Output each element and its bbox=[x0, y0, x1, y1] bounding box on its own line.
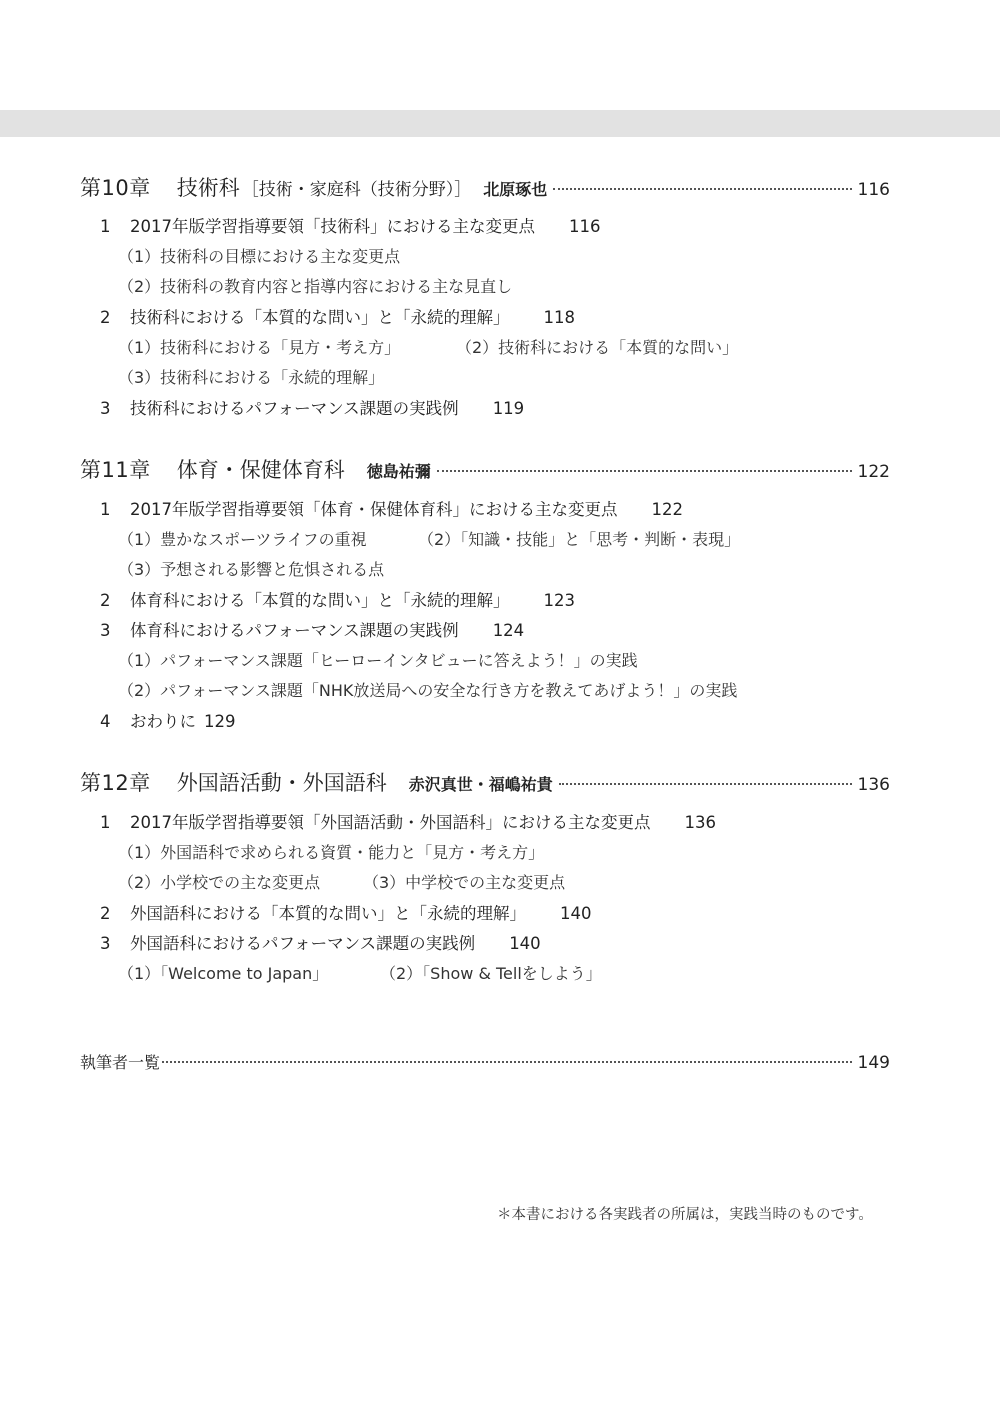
section-title: 2017年版学習指導要領「体育・保健体育科」における主な変更点 bbox=[130, 500, 618, 519]
section-page: 129 bbox=[204, 712, 236, 731]
section-12-2[interactable] bbox=[100, 900, 592, 924]
contributors-entry[interactable] bbox=[80, 1050, 890, 1074]
chapter-page: 116 bbox=[857, 180, 890, 200]
chapter-12-heading[interactable] bbox=[80, 767, 890, 801]
subsection-item: （2）「Show & Tellをしよう」 bbox=[380, 964, 602, 983]
section-page: 119 bbox=[492, 399, 525, 418]
section-page: 124 bbox=[492, 621, 525, 640]
contributors-page: 149 bbox=[857, 1053, 890, 1073]
section-title: おわりに bbox=[130, 712, 196, 731]
section-page: 136 bbox=[684, 813, 716, 832]
footnote: ＊本書における各実践者の所属は，実践当時のものです。 bbox=[497, 1207, 873, 1223]
section-title: 体育科における「本質的な問い」と「永続的理解」 bbox=[130, 591, 510, 610]
section-number: 3 bbox=[100, 399, 111, 418]
section-title: 外国語科における「本質的な問い」と「永続的理解」 bbox=[130, 904, 526, 923]
chapter-author: 赤沢真世・福嶋祐貴 bbox=[408, 775, 553, 794]
chapter-10-heading[interactable] bbox=[80, 172, 890, 206]
section-10-3[interactable] bbox=[100, 395, 524, 419]
subsection-item: （1）技術科における「見方・考え方」 bbox=[118, 338, 401, 357]
chapter-author: 徳島祐彌 bbox=[366, 462, 431, 481]
chapter-11-heading[interactable] bbox=[80, 454, 890, 488]
chapter-subtitle: ［技術・家庭科（技術分野）］ bbox=[241, 180, 472, 200]
section-12-1[interactable] bbox=[100, 809, 716, 833]
section-title: 体育科におけるパフォーマンス課題の実践例 bbox=[130, 621, 459, 640]
chapter-number: 第10章 bbox=[80, 176, 151, 200]
subsection-item: （2）小学校での主な変更点 bbox=[118, 873, 321, 892]
section-number: 2 bbox=[100, 904, 111, 923]
section-page: 123 bbox=[543, 591, 575, 610]
subsection-item: （1）「Welcome to Japan」 bbox=[118, 964, 329, 983]
section-11-3[interactable] bbox=[100, 617, 524, 641]
section-11-1[interactable] bbox=[100, 496, 683, 520]
section-number: 1 bbox=[100, 217, 111, 236]
section-page: 140 bbox=[509, 934, 541, 953]
section-12-3[interactable] bbox=[100, 930, 541, 954]
section-number: 2 bbox=[100, 591, 111, 610]
subsection-item: （1）技術科の目標における主な変更点 bbox=[118, 247, 401, 266]
dot-leader bbox=[553, 188, 851, 190]
section-title: 外国語科におけるパフォーマンス課題の実践例 bbox=[130, 934, 476, 953]
section-number: 4 bbox=[100, 712, 111, 731]
section-number: 3 bbox=[100, 934, 111, 953]
dot-leader bbox=[437, 470, 852, 472]
subsection-item: （1）パフォーマンス課題「ヒーローインタビューに答えよう！」の実践 bbox=[118, 651, 638, 670]
section-page: 140 bbox=[560, 904, 592, 923]
section-10-1[interactable] bbox=[100, 213, 601, 237]
section-number: 1 bbox=[100, 813, 111, 832]
section-number: 3 bbox=[100, 621, 111, 640]
section-11-2[interactable] bbox=[100, 587, 575, 611]
subsection-item: （1）外国語科で求められる資質・能力と「見方・考え方」 bbox=[118, 843, 545, 862]
chapter-number: 第12章 bbox=[80, 771, 151, 795]
subsection-item: （3）技術科における「永続的理解」 bbox=[118, 368, 385, 387]
chapter-title: 技術科 bbox=[176, 176, 240, 200]
dot-leader bbox=[559, 783, 852, 785]
subsection-item: （3）予想される影響と危惧される点 bbox=[118, 560, 385, 579]
chapter-page: 136 bbox=[857, 775, 890, 795]
subsection-item: （3）中学校での主な変更点 bbox=[363, 873, 566, 892]
section-number: 2 bbox=[100, 308, 111, 327]
section-title: 2017年版学習指導要領「外国語活動・外国語科」における主な変更点 bbox=[130, 813, 651, 832]
section-page: 122 bbox=[651, 500, 683, 519]
header-band bbox=[0, 110, 1000, 137]
section-page: 116 bbox=[569, 217, 601, 236]
section-title: 技術科におけるパフォーマンス課題の実践例 bbox=[130, 399, 459, 418]
subsection-item: （1）豊かなスポーツライフの重視 bbox=[118, 530, 367, 549]
section-page: 118 bbox=[543, 308, 575, 327]
section-title: 技術科における「本質的な問い」と「永続的理解」 bbox=[130, 308, 510, 327]
contributors-label: 執筆者一覧 bbox=[80, 1053, 161, 1072]
subsection-item: （2）技術科における「本質的な問い」 bbox=[456, 338, 739, 357]
chapter-title: 体育・保健体育科 bbox=[176, 458, 345, 482]
subsection-item: （2）パフォーマンス課題「NHK放送局への安全な行き方を教えてあげよう！」の実践 bbox=[118, 681, 738, 700]
section-10-2[interactable] bbox=[100, 304, 575, 328]
chapter-number: 第11章 bbox=[80, 458, 151, 482]
dot-leader bbox=[162, 1061, 852, 1063]
section-11-4[interactable] bbox=[100, 708, 236, 732]
chapter-title: 外国語活動・外国語科 bbox=[176, 771, 387, 795]
chapter-author: 北原琢也 bbox=[483, 180, 548, 199]
subsection-item: （2）技術科の教育内容と指導内容における主な見直し bbox=[118, 277, 513, 296]
section-title: 2017年版学習指導要領「技術科」における主な変更点 bbox=[130, 217, 535, 236]
section-number: 1 bbox=[100, 500, 111, 519]
subsection-item: （2）「知識・技能」と「思考・判断・表現」 bbox=[418, 530, 741, 549]
chapter-page: 122 bbox=[857, 462, 890, 482]
